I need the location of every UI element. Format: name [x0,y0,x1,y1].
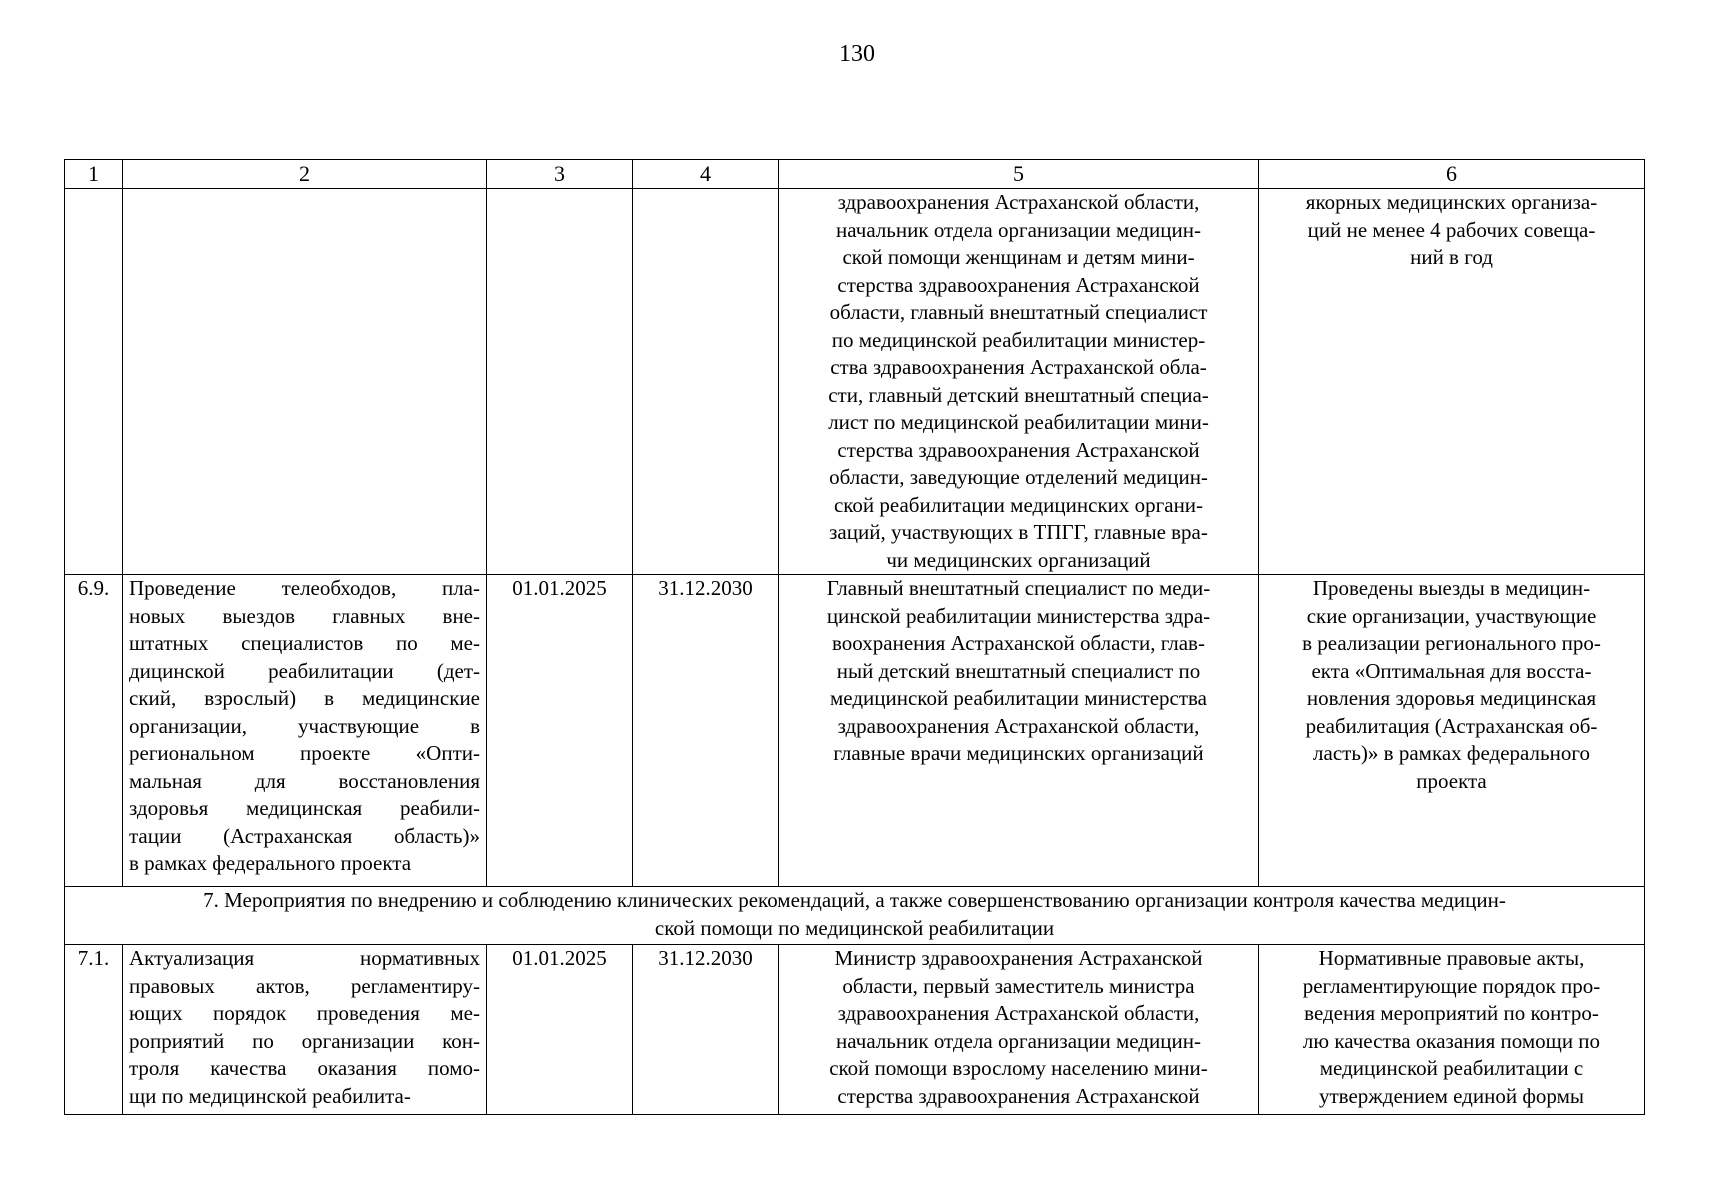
cell-text-line: стерства здравоохранения Астраханской [837,1083,1200,1108]
cell-start-date: 01.01.2025 [487,575,633,887]
cell-text-line: сти, главный детский внештатный специа- [828,382,1209,407]
cell-text-line: начальник отдела организации медицин- [836,217,1201,242]
cell-text-line: ской реабилитации медицинских органи- [833,492,1204,517]
cell-text-line: ской помощи взрослому населению мини- [829,1056,1208,1080]
cell-text-line: области, первый заместитель министра [842,973,1195,998]
cell-start-date: 01.01.2025 [487,945,633,1115]
cell-text-line: ющих порядок проведения ме- [129,1001,480,1025]
cell-text-line: Министр здравоохранения Астраханской [834,946,1203,970]
cell-measure [123,945,487,1115]
cell-text-line: организации, участвующие в [129,713,480,738]
cell-text-line: здравоохранения Астраханской области, [837,190,1200,214]
cell-text-line: медицинской реабилитации с [1319,1056,1584,1080]
cell-text-line: регламентирующие порядок про- [1302,973,1601,998]
cell-text-line: в рамках федерального проекта [129,851,412,875]
cell-text-line: области, главный внештатный специалист [829,300,1208,324]
cell-text-line: ства здравоохранения Астраханской обла- [830,355,1207,379]
table-row-continuation [65,189,1645,575]
cell-responsible [779,189,1259,575]
cell-start-date [487,189,633,575]
cell-text-line: реабилитация (Астраханская об- [1305,713,1598,738]
header-col-6: 6 [1259,160,1645,189]
cell-text-line: здравоохранения Астраханской области, [837,1001,1200,1025]
section-heading [65,887,1645,945]
cell-text-line: ний в год [1410,245,1493,269]
cell-text-line: медицинской реабилитации министерства [830,686,1207,710]
cell-text-line: проекта [1416,768,1487,793]
cell-number [65,189,123,575]
cell-text-line: стерства здравоохранения Астраханской [837,437,1200,462]
cell-end-date: 31.12.2030 [633,575,779,887]
header-col-2: 2 [123,160,487,189]
cell-measure [123,575,487,887]
cell-text-line: ский, взрослый) в медицинские [129,686,480,710]
cell-text-line: щи по медицинской реабилита- [129,1083,411,1108]
cell-text-line: якорных медицинских организа- [1305,190,1598,214]
cell-text-line: ской помощи женщинам и детям мини- [842,245,1195,269]
cell-text-line: здравоохранения Астраханской области, [837,713,1200,738]
cell-text-line: екта «Оптимальная для восста- [1311,658,1592,683]
cell-text-line: главные врачи медицинских организаций [833,741,1204,765]
section-row-7 [65,887,1645,945]
cell-text-line: области, заведующие отделений медицин- [829,465,1208,489]
cell-text-line: новых выездов главных вне- [129,603,480,628]
cell-text-line: стерства здравоохранения Астраханской [837,272,1200,297]
cell-text-line: Актуализация нормативных [129,946,480,970]
cell-responsible [779,575,1259,887]
cell-result [1259,945,1645,1115]
cell-text-line: правовых актов, регламентиру- [129,973,480,998]
cell-text-line: региональном проекте «Опти- [129,741,480,765]
cell-number: 7.1. [65,945,123,1115]
cell-text-line: в реализации регионального про- [1302,631,1601,655]
header-row [65,160,1645,189]
cell-text-line: троля качества оказания помо- [129,1056,480,1080]
cell-number: 6.9. [65,575,123,887]
cell-text-line: Проведение телеобходов, пла- [129,576,480,600]
cell-text-line: цинской реабилитации министерства здра- [826,603,1211,628]
header-col-5: 5 [779,160,1259,189]
cell-responsible [779,945,1259,1115]
cell-text-line: заций, участвующих в ТПГГ, главные вра- [829,520,1208,544]
page-number: 130 [839,41,875,67]
cell-text-line: Главный внештатный специалист по меди- [826,576,1211,600]
cell-text-line: тации (Астраханская область)» [129,823,480,848]
cell-text-line: Проведены выезды в медицин- [1312,576,1591,600]
cell-text-line: лист по медицинской реабилитации мини- [828,410,1209,434]
cell-text-line: чи медицинских организаций [886,547,1151,572]
cell-text-line: ские организации, участвующие [1306,603,1597,628]
cell-text-line: ведения мероприятий по контро- [1304,1001,1599,1025]
cell-text-line: лю качества оказания помощи по [1302,1028,1601,1053]
cell-end-date: 31.12.2030 [633,945,779,1115]
cell-text-line: Нормативные правовые акты, [1318,946,1585,970]
cell-text-line: здоровья медицинская реабили- [129,796,480,820]
cell-text-line: по медицинской реабилитации министер- [831,327,1206,352]
measures-table [64,159,1645,1115]
cell-text-line: мальная для восстановления [129,768,480,793]
cell-text-line: дицинской реабилитации (дет- [129,658,480,683]
cell-result [1259,189,1645,575]
cell-text-line: новления здоровья медицинская [1306,686,1597,710]
cell-text-line: ный детский внештатный специалист по [836,658,1201,683]
cell-text-line: штатных специалистов по ме- [129,631,480,655]
header-col-1: 1 [65,160,123,189]
cell-text-line: роприятий по организации кон- [129,1028,480,1053]
cell-text-line: ласть)» в рамках федерального [1313,741,1590,765]
cell-text-line: 7. Мероприятия по внедрению и соблюдению клинических рекомендаций, а также совершенствованию организации контроля качества медицин- [203,888,1506,912]
cell-text-line: ской помощи по медицинской реабилитации [654,915,1055,940]
cell-measure [123,189,487,575]
cell-text-line: ций не менее 4 рабочих совеща- [1307,217,1596,242]
cell-text-line: начальник отдела организации медицин- [836,1028,1201,1053]
table-row-7-1 [65,945,1645,1115]
cell-end-date [633,189,779,575]
cell-text-line: утверждением единой формы [1318,1083,1585,1108]
cell-text-line: воохранения Астраханской области, глав- [832,631,1205,655]
header-col-3: 3 [487,160,633,189]
header-col-4: 4 [633,160,779,189]
table-row-6-9 [65,575,1645,887]
cell-result [1259,575,1645,887]
